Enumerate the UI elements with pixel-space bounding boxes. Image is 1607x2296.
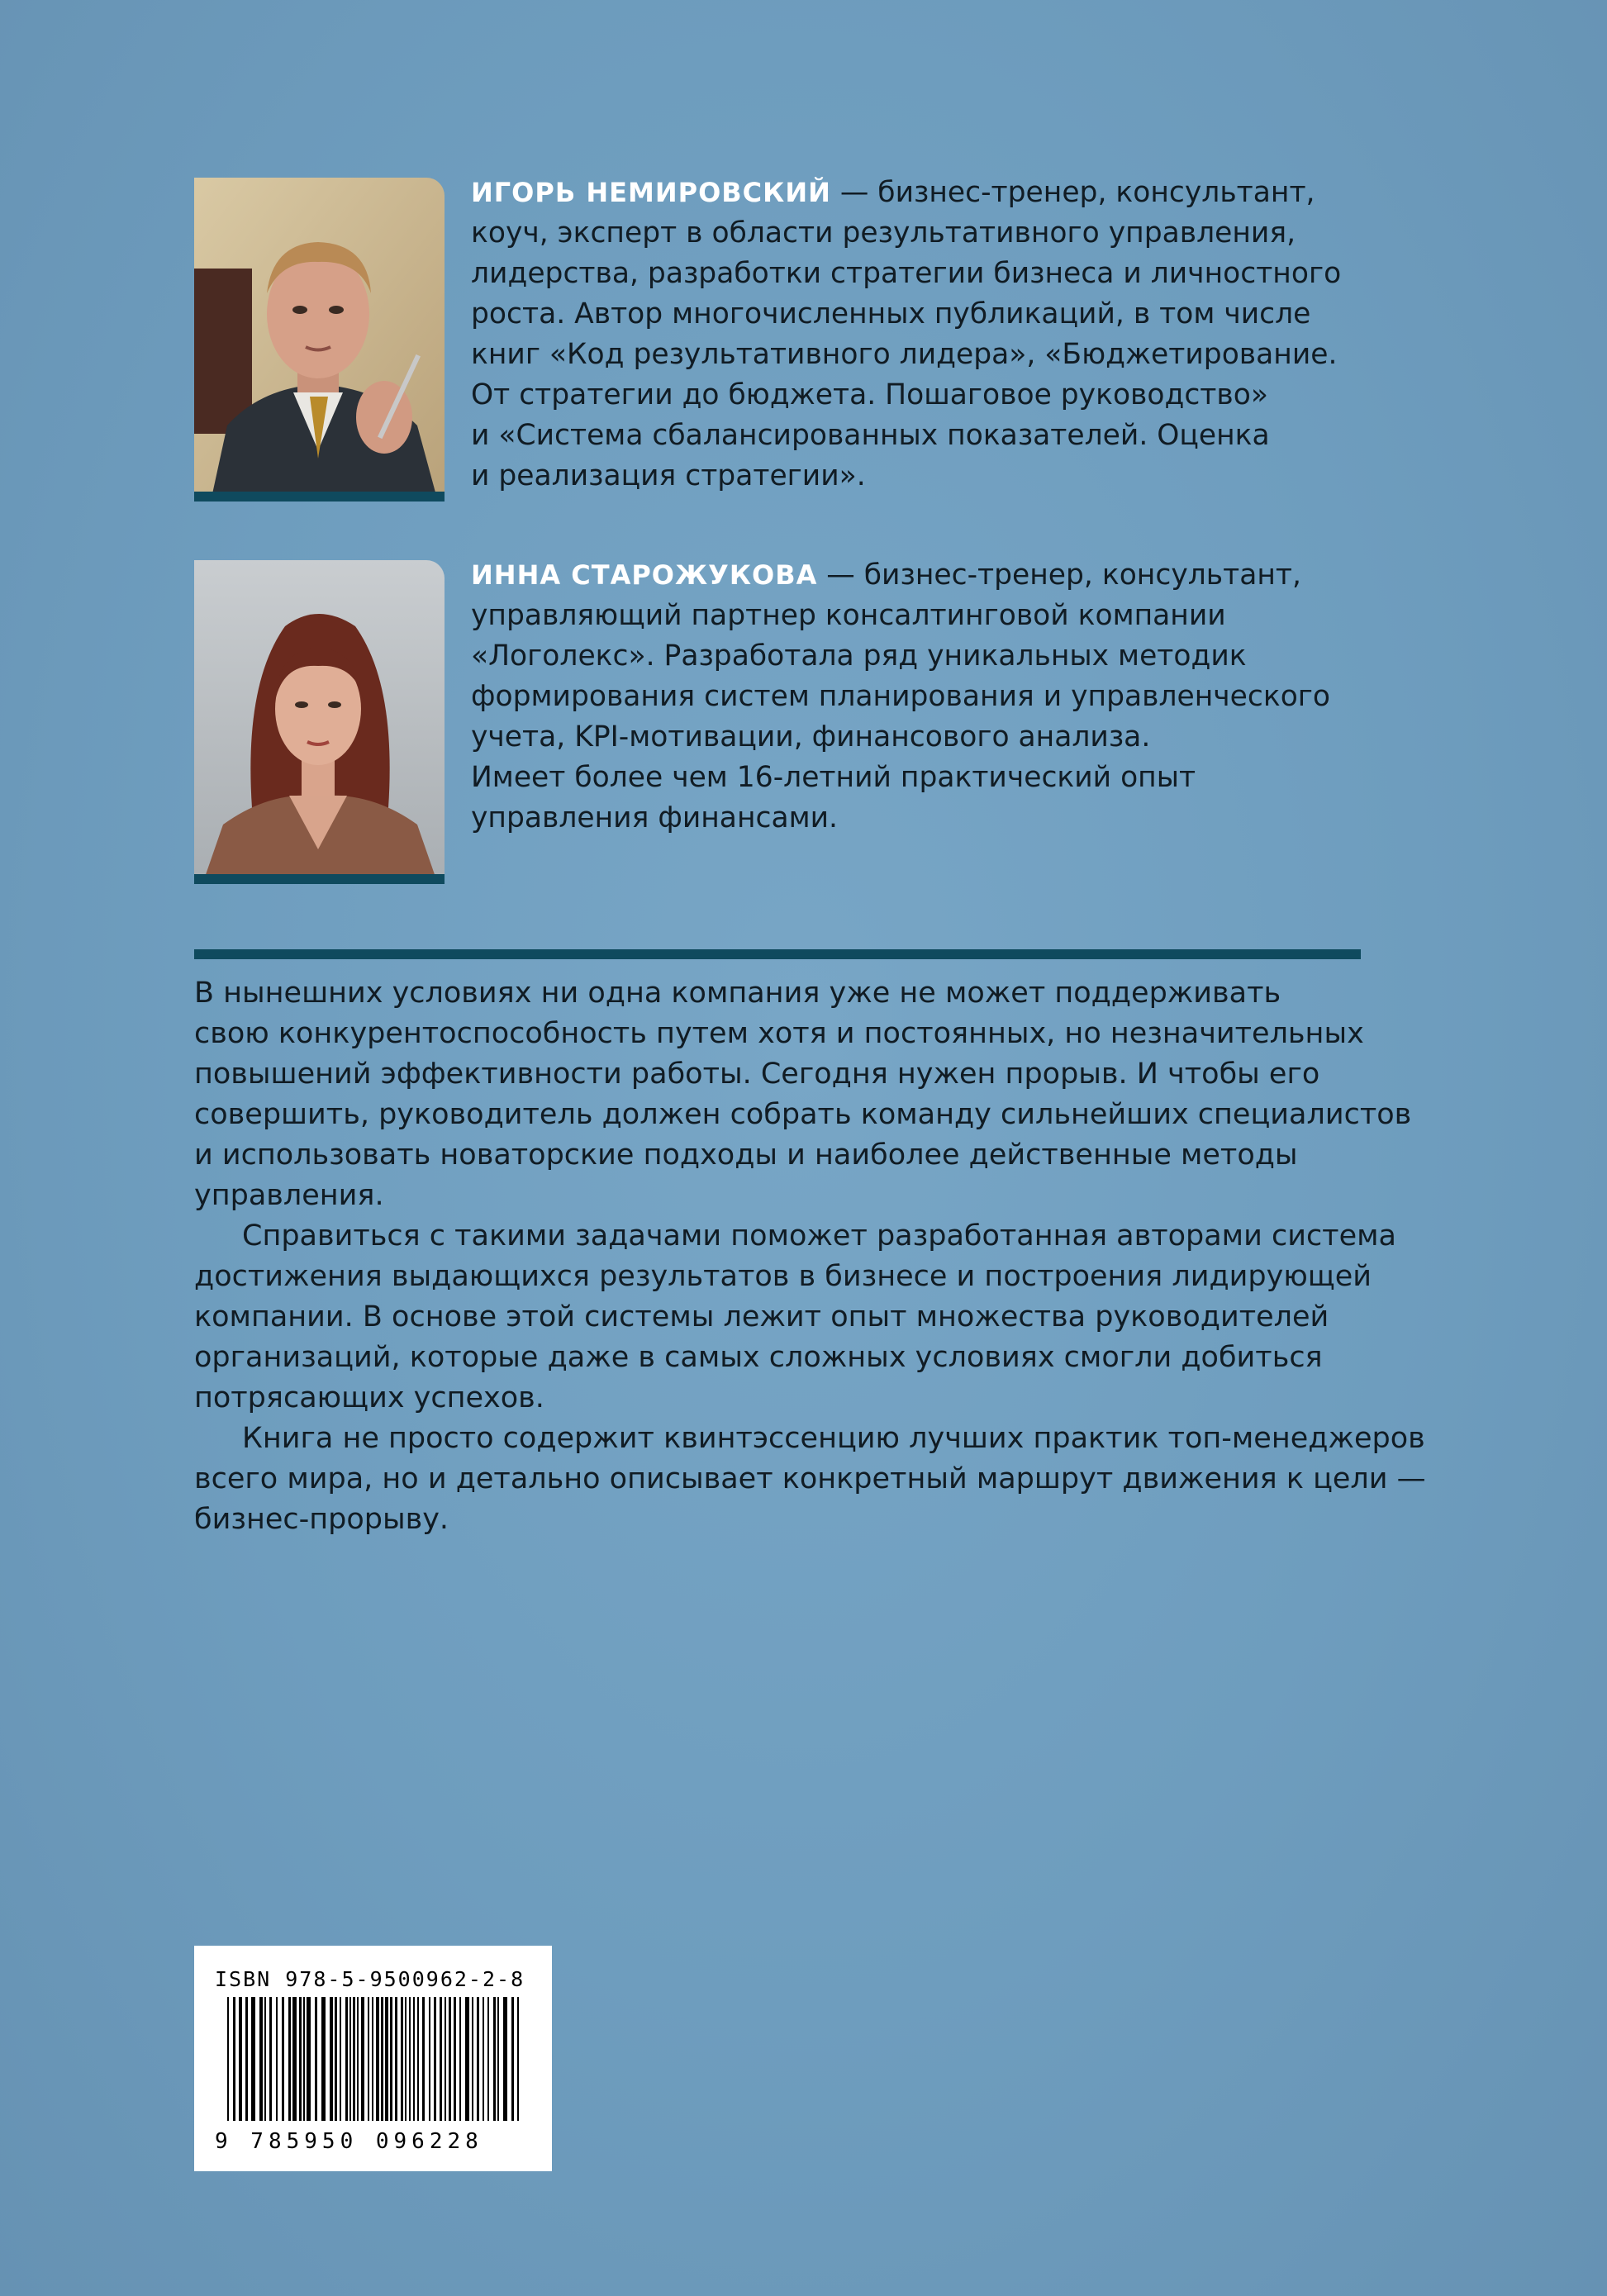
barcode-bar	[413, 1997, 415, 2121]
section-divider	[194, 949, 1361, 959]
barcode-bar	[493, 1997, 496, 2121]
barcode-bar	[345, 1997, 348, 2121]
barcode-bar	[409, 1997, 411, 2121]
barcode-bar	[269, 1997, 272, 2121]
barcode-bar	[483, 1997, 484, 2121]
barcode-bar	[372, 1997, 373, 2121]
barcode-bar	[434, 1997, 436, 2121]
description-line: управления.	[194, 1179, 384, 1212]
description-line: повышений эффективности работы. Сегодня нужен прорыв. И чтобы его	[194, 1058, 1320, 1091]
barcode-bar	[259, 1997, 263, 2121]
description-line: потрясающих успехов.	[194, 1381, 544, 1414]
barcode-bar	[445, 1997, 446, 2121]
barcode-bar	[368, 1997, 369, 2121]
barcode-bar	[503, 1997, 507, 2121]
barcode-bar	[361, 1997, 364, 2121]
barcode-bar	[497, 1997, 499, 2121]
barcode-bar	[422, 1997, 425, 2121]
barcode-bar	[449, 1997, 451, 2121]
barcode-bar	[357, 1997, 359, 2121]
barcode-bar	[477, 1997, 479, 2121]
author-name: ИГОРЬ НЕМИРОВСКИЙ	[471, 177, 831, 208]
portrait-woman-image	[194, 560, 445, 884]
photo-underline-bar	[194, 492, 445, 502]
author-photo	[194, 178, 445, 502]
barcode-bar	[381, 1997, 383, 2121]
barcode-bar	[303, 1997, 305, 2121]
author-bio: ИГОРЬ НЕМИРОВСКИЙ — бизнес-тренер, консультант, коуч, эксперт в области результативного управления, лидерства, разработки стратегии бизнеса и личностного роста. Автор многочисленных публикаций, в том числе книг «Код результативного лидера», «Бюджетирование. От стратегии до бюджета. Пошаговое руководство» и «Система сбалансированных показателей. Оценка и реализация стратегии».	[471, 176, 1342, 492]
book-description	[194, 973, 1426, 1540]
photo-underline-bar	[194, 874, 445, 884]
barcode-bar	[340, 1997, 341, 2121]
barcode-bar	[517, 1997, 519, 2121]
author-bio: ИННА СТАРОЖУКОВА — бизнес-тренер, консультант, управляющий партнер консалтинговой компании «Логолекс». Разработала ряд уникальных методик формирования систем планирования и управленческого учета, KPI-мотивации, финансового анализа. Имеет более чем 16-летний практический опыт управления финансами.	[471, 559, 1331, 834]
barcode-bar	[307, 1997, 311, 2121]
barcode-bar	[390, 1997, 392, 2121]
isbn-barcode	[194, 1946, 552, 2171]
barcode-bar	[251, 1997, 255, 2121]
barcode-bar	[349, 1997, 351, 2121]
barcode-bar	[465, 1997, 469, 2121]
description-line: В нынешних условиях ни одна компания уже не может поддерживать	[194, 977, 1281, 1010]
barcode-bar	[288, 1997, 291, 2121]
barcode-bar	[330, 1997, 333, 2121]
description-line: компании. В основе этой системы лежит опыт множества руководителей	[194, 1300, 1329, 1333]
barcode-bar	[227, 1997, 229, 2121]
barcode-bar	[264, 1997, 266, 2121]
barcode-bar	[487, 1997, 489, 2121]
barcode-bar	[233, 1997, 235, 2121]
barcode-bar	[440, 1997, 442, 2121]
description-line: бизнес-прорыву.	[194, 1503, 449, 1536]
barcode-bar	[385, 1997, 388, 2121]
barcode-bar	[353, 1997, 355, 2121]
description-line: совершить, руководитель должен собрать команду сильнейших специалистов	[194, 1098, 1412, 1131]
barcode-bar	[454, 1997, 456, 2121]
barcode-bar	[472, 1997, 473, 2121]
description-line: свою конкурентоспособность путем хотя и постоянных, но незначительных	[194, 1017, 1364, 1050]
isbn-label: ISBN 978-5-9500962-2-8	[215, 1967, 525, 1991]
description-line: Справиться с такими задачами поможет разработанная авторами система	[242, 1219, 1396, 1253]
author-photo	[194, 560, 445, 884]
portrait-man-image	[194, 178, 445, 502]
barcode-bar	[299, 1997, 302, 2121]
barcode-bar	[376, 1997, 379, 2121]
author-name: ИННА СТАРОЖУКОВА	[471, 559, 818, 591]
barcode-bar	[282, 1997, 284, 2121]
barcode-bar	[315, 1997, 317, 2121]
description-line: Книга не просто содержит квинтэссенцию лучших практик топ-менеджеров	[242, 1422, 1425, 1455]
barcode-bar	[401, 1997, 403, 2121]
barcode-bar	[429, 1997, 430, 2121]
barcode-bar	[239, 1997, 242, 2121]
barcode-bar	[276, 1997, 278, 2121]
barcode-bar	[395, 1997, 397, 2121]
barcode-bar	[292, 1997, 297, 2121]
description-line: организаций, которые даже в самых сложных условиях смогли добиться	[194, 1341, 1323, 1374]
barcode-bar	[321, 1997, 326, 2121]
barcode-bar	[417, 1997, 419, 2121]
barcode-bar	[511, 1997, 514, 2121]
barcode-bar	[245, 1997, 248, 2121]
description-line: всего мира, но и детально описывает конкретный маршрут движения к цели —	[194, 1462, 1426, 1495]
barcode-digits: 9 785950 096228	[215, 2129, 483, 2154]
description-line: и использовать новаторские подходы и наиболее действенные методы	[194, 1138, 1298, 1172]
barcode-bars	[227, 1997, 521, 2121]
barcode-bar	[405, 1997, 407, 2121]
barcode-bar	[459, 1997, 461, 2121]
barcode-bar	[335, 1997, 337, 2121]
description-line: достижения выдающихся результатов в бизнесе и построения лидирующей	[194, 1260, 1372, 1293]
